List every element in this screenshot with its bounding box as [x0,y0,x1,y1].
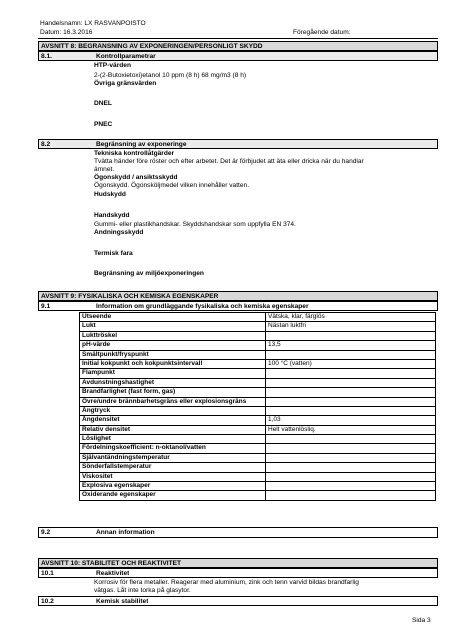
thermal-hazard-label: Termisk fara [94,250,133,257]
hand-protection-label: Handskydd [94,212,130,219]
section92-title: Annan information [96,529,155,536]
section10-title: AVSNITT 10: STABILITET OCH REAKTIVITET [41,560,182,567]
section9-title: AVSNITT 9: FYSIKALISKA OCH KEMISKA EGENSKAPER [41,293,219,300]
eye-protection-text: Ögonskydd. Ögonsköljmedel vilken innehåller vatten. [94,182,250,189]
property-name: Lukttröskel [80,331,266,340]
property-row [80,482,436,491]
property-value [266,350,436,359]
property-value [266,444,436,453]
property-name: pH-värde [80,341,266,350]
property-name: Fördelningskoefficient: n-oktanol/vatten [80,444,266,453]
property-value: Vätska, klar, färglös [266,313,436,322]
previous-date: Föregående datum: [293,29,351,36]
htp-value: 2-(2-Butoxietoxi)etanol 10 ppm (8 h) 68 mg/m3 (8 h) [94,72,247,79]
tech-controls-text-1: Tvätta händer före röster och efter arbetet. Det är förbjudet att äta eller dricka när du handlar [94,158,364,165]
property-row [80,425,436,434]
property-row [80,463,436,472]
section82-header [38,139,438,149]
property-row [80,350,436,359]
section8-header [38,41,438,51]
property-name: Utseende [80,313,266,322]
respiratory-protection-label: Andningsskydd [94,229,144,236]
property-value: Nästan luktfri [266,322,436,331]
property-name: Ångdensitet [80,416,266,425]
property-value [266,482,436,491]
property-value [266,435,436,444]
property-name: Brandfarlighet (fast form, gas) [80,388,266,397]
property-value: Helt vattenlösliq. [266,425,436,434]
property-value [266,369,436,378]
environmental-exposure-label: Begränsning av miljöexponeringen [94,270,204,277]
property-row [80,472,436,481]
section102-title: Kemisk stabilitet [96,598,149,605]
property-value [266,472,436,481]
property-name: Lukt [80,322,266,331]
properties-table [79,312,436,501]
property-name: Avdunstningshastighet [80,378,266,387]
property-row [80,313,436,322]
section81-header [38,51,438,61]
property-value [266,331,436,340]
section10-header [38,558,438,568]
property-row [80,378,436,387]
property-row [80,359,436,368]
property-row [80,388,436,397]
property-value: 1,03 [266,416,436,425]
property-row [80,397,436,406]
section91-header [38,301,438,311]
dnel-label: DNEL [94,100,112,107]
section91-title: Information om grundläggande fysikaliska och kemiska egenskaper [96,303,309,310]
property-value [266,397,436,406]
other-limits-label: Övriga gränsvärden [94,80,157,87]
property-value [266,491,436,500]
property-row [80,444,436,453]
page-number: Sida 3 [412,617,431,624]
section102-number: 10.2 [41,598,54,605]
skin-protection-label: Hudskydd [94,191,126,198]
property-name: Övre/undre brännbarhetsgräns eller explosionsgräns [80,397,266,406]
property-value [266,463,436,472]
property-value [266,406,436,415]
header-rule [38,38,438,39]
property-value [266,378,436,387]
property-row [80,406,436,415]
section91-number: 9.1 [41,303,51,310]
property-name: Oxiderande egenskaper [80,491,266,500]
section101-header [38,568,438,578]
section81-title: Kontrollparametrar [96,53,156,60]
section92-number: 9.2 [41,529,51,536]
document-date: Datum: 16.3.2016 [40,29,93,36]
property-value [266,388,436,397]
tech-controls-text-2: ämnet. [94,166,115,173]
property-value: 100 °C (vatten) [266,359,436,368]
section101-number: 10.1 [41,570,54,577]
section82-title: Begränsning av exponeringe [96,141,187,148]
property-row [80,341,436,350]
section92-header [38,527,438,538]
section9-header [38,291,438,301]
property-row [80,416,436,425]
section82-number: 8.2 [41,141,51,148]
section102-header [38,596,438,606]
section81-number: 8.1. [41,53,52,60]
property-name: Självantändningstemperatur [80,453,266,462]
section8-title: AVSNITT 8: BEGRÄNSNING AV EXPONERINGEN/PERSONLIGT SKYDD [41,43,263,50]
property-value: 13,5 [266,341,436,350]
property-name: Ångtryck [80,406,266,415]
property-name: Explosiva egenskaper [80,482,266,491]
hand-protection-text: Gummi- eller plastikhandskar. Skyddshandskar som uppfylla EN 374. [94,221,296,228]
property-name: Viskositet [80,472,266,481]
eye-protection-label: Ögonskydd / ansiktsskydd [94,174,178,181]
property-name: Smältpunkt/fryspunkt [80,350,266,359]
reactivity-text-2: vätgas. Låt inte torka på glasytor. [94,587,191,594]
property-row [80,491,436,500]
reactivity-text-1: Korrosiv för flera metaller. Reagerar med aluminium, zink och tenn varvid bildas brandfarlig [94,579,359,586]
property-row [80,331,436,340]
property-row [80,322,436,331]
pnec-label: PNEC [94,121,113,128]
section101-title: Reaktivitet [96,570,130,577]
property-row [80,453,436,462]
property-row [80,435,436,444]
property-value [266,453,436,462]
htp-label: HTP-värden [94,62,132,69]
tech-controls-label: Tekniska kontrollåtgärder [94,150,175,157]
property-name: Flampunkt [80,369,266,378]
property-name: Initial kokpunkt och kokpunktsintervall [80,359,266,368]
property-name: Sönderfallstemperatur [80,463,266,472]
property-name: Relativ densitet [80,425,266,434]
trade-name: Handelsnamn: LX RASVANPOISTO [40,20,146,27]
property-name: Löslighet [80,435,266,444]
property-row [80,369,436,378]
